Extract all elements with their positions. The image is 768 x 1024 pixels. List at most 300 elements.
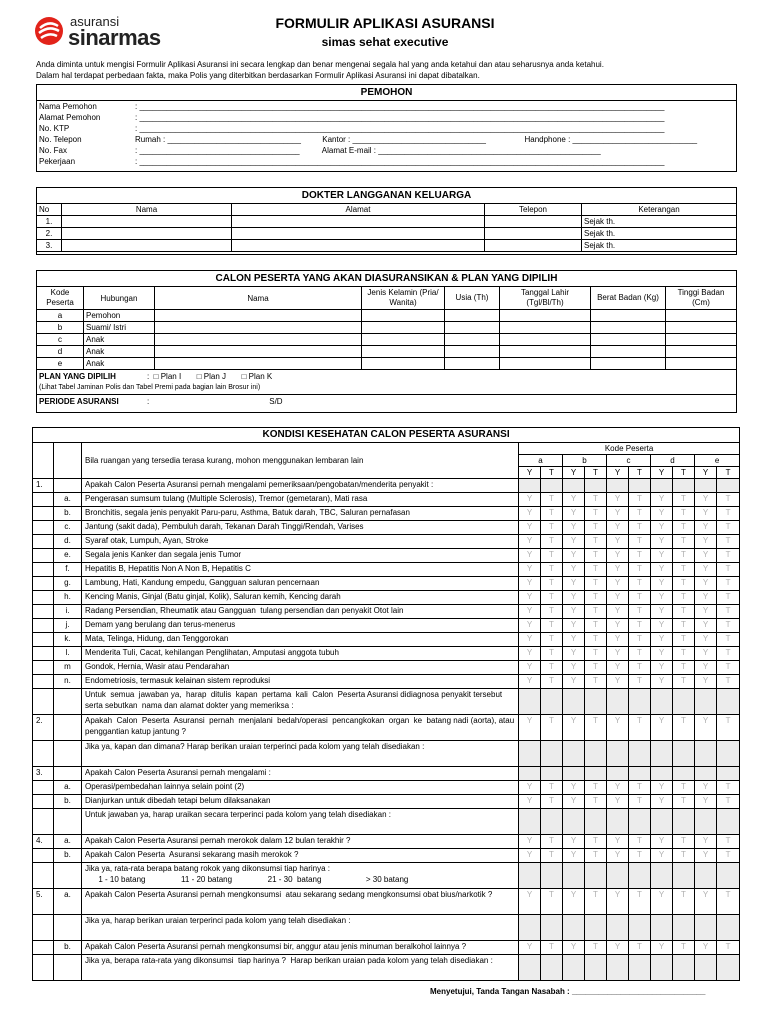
yes-checkbox[interactable]: Y [519, 849, 541, 863]
cell-tinggi[interactable] [666, 334, 737, 346]
yes-checkbox[interactable]: Y [695, 577, 717, 591]
cell-tgl[interactable] [500, 346, 591, 358]
yes-checkbox[interactable]: Y [607, 889, 629, 915]
yes-checkbox[interactable]: Y [607, 549, 629, 563]
no-checkbox[interactable]: T [585, 605, 607, 619]
cell-alamat[interactable] [232, 240, 485, 252]
no-checkbox[interactable]: T [585, 715, 607, 741]
no-checkbox[interactable]: T [585, 493, 607, 507]
no-checkbox[interactable]: T [585, 633, 607, 647]
no-checkbox[interactable]: T [717, 493, 740, 507]
no-checkbox[interactable]: T [717, 661, 740, 675]
yes-checkbox[interactable]: Y [651, 577, 673, 591]
yes-checkbox[interactable]: Y [563, 535, 585, 549]
no-checkbox[interactable]: T [629, 795, 651, 809]
yes-checkbox[interactable]: Y [695, 507, 717, 521]
yes-checkbox[interactable]: Y [519, 781, 541, 795]
yes-checkbox[interactable]: Y [695, 715, 717, 741]
answer-blank [585, 809, 607, 835]
no-checkbox[interactable]: T [585, 889, 607, 915]
yes-checkbox[interactable]: Y [651, 493, 673, 507]
no-checkbox[interactable]: T [541, 781, 563, 795]
yes-checkbox[interactable]: Y [607, 795, 629, 809]
no-checkbox[interactable]: T [585, 835, 607, 849]
yes-checkbox[interactable]: Y [651, 521, 673, 535]
yes-checkbox[interactable]: Y [519, 647, 541, 661]
cell-jk[interactable] [362, 310, 445, 322]
no-checkbox[interactable]: T [585, 647, 607, 661]
no-checkbox[interactable]: T [673, 633, 695, 647]
calon-section [36, 270, 737, 413]
no-checkbox[interactable]: T [541, 605, 563, 619]
yes-checkbox[interactable]: Y [607, 941, 629, 955]
no-checkbox[interactable]: T [585, 661, 607, 675]
no-checkbox[interactable]: T [629, 605, 651, 619]
no-checkbox[interactable]: T [717, 835, 740, 849]
no-checkbox[interactable]: T [585, 781, 607, 795]
answer-blank [629, 863, 651, 889]
answer-blank [717, 767, 740, 781]
no-checkbox[interactable]: T [673, 835, 695, 849]
no-checkbox[interactable]: T [629, 549, 651, 563]
yes-checkbox[interactable]: Y [519, 521, 541, 535]
yes-checkbox[interactable]: Y [519, 633, 541, 647]
yes-checkbox[interactable]: Y [695, 889, 717, 915]
no-checkbox[interactable]: T [629, 619, 651, 633]
yes-checkbox[interactable]: Y [607, 563, 629, 577]
question-text: Apakah Calon Peserta Asuransi pernah mengkonsumsi bir, anggur atau jenis minuman beralkohol lainnya ? [82, 941, 519, 955]
no-checkbox[interactable]: T [717, 619, 740, 633]
no-checkbox[interactable]: T [629, 521, 651, 535]
yes-checkbox[interactable]: Y [563, 715, 585, 741]
yes-checkbox[interactable]: Y [651, 647, 673, 661]
kondisi-section [32, 427, 739, 981]
cell-tgl[interactable] [500, 322, 591, 334]
yes-checkbox[interactable]: Y [563, 549, 585, 563]
yes-checkbox[interactable]: Y [563, 591, 585, 605]
no-checkbox[interactable]: T [717, 535, 740, 549]
no-checkbox[interactable]: T [541, 715, 563, 741]
yes-checkbox[interactable]: Y [695, 941, 717, 955]
no-checkbox[interactable]: T [585, 619, 607, 633]
yes-checkbox[interactable]: Y [651, 849, 673, 863]
yes-checkbox[interactable]: Y [519, 941, 541, 955]
yes-checkbox[interactable]: Y [563, 835, 585, 849]
no-checkbox[interactable]: T [717, 849, 740, 863]
no-checkbox[interactable]: T [673, 661, 695, 675]
cell-tgl[interactable] [500, 310, 591, 322]
no-checkbox[interactable]: T [629, 563, 651, 577]
yes-checkbox[interactable]: Y [651, 941, 673, 955]
yes-checkbox[interactable]: Y [651, 563, 673, 577]
yes-checkbox[interactable]: Y [695, 493, 717, 507]
no-checkbox[interactable]: T [629, 715, 651, 741]
yes-checkbox[interactable]: Y [519, 493, 541, 507]
no-checkbox[interactable]: T [585, 563, 607, 577]
field-fax[interactable]: : ____________________________________ [135, 146, 300, 155]
no-checkbox[interactable]: T [585, 521, 607, 535]
no-checkbox[interactable]: T [717, 549, 740, 563]
yes-checkbox[interactable]: Y [695, 619, 717, 633]
no-checkbox[interactable]: T [717, 591, 740, 605]
cell-tinggi[interactable] [666, 322, 737, 334]
pemohon-row-alamat [37, 112, 736, 123]
yes-checkbox[interactable]: Y [651, 633, 673, 647]
yes-checkbox[interactable]: Y [695, 647, 717, 661]
yes-checkbox[interactable]: Y [695, 675, 717, 689]
answer-blank [563, 809, 585, 835]
no-checkbox[interactable]: T [541, 507, 563, 521]
no-checkbox[interactable]: T [629, 941, 651, 955]
yes-checkbox[interactable]: Y [563, 941, 585, 955]
cell-tgl[interactable] [500, 358, 591, 370]
field-handphone[interactable]: Handphone : ____________________________ [524, 135, 698, 144]
cell-keterangan[interactable]: Sejak th. [582, 240, 737, 252]
row-no: 3. [37, 240, 62, 252]
yes-checkbox[interactable]: Y [519, 563, 541, 577]
no-checkbox[interactable]: T [541, 795, 563, 809]
cell-berat[interactable] [591, 346, 666, 358]
no-checkbox[interactable]: T [585, 795, 607, 809]
cell-berat[interactable] [591, 358, 666, 370]
no-checkbox[interactable]: T [629, 577, 651, 591]
yes-checkbox[interactable]: Y [563, 507, 585, 521]
answer-blank [585, 863, 607, 889]
cell-alamat[interactable] [232, 216, 485, 228]
field-telepon-kantor[interactable]: Kantor : ______________________________ [322, 135, 486, 144]
cell-usia[interactable] [445, 310, 500, 322]
yes-checkbox[interactable]: Y [651, 605, 673, 619]
yes-checkbox[interactable]: Y [695, 535, 717, 549]
yes-checkbox[interactable]: Y [651, 661, 673, 675]
yes-checkbox[interactable]: Y [519, 835, 541, 849]
no-checkbox[interactable]: T [717, 941, 740, 955]
yes-checkbox[interactable]: Y [563, 849, 585, 863]
no-checkbox[interactable]: T [585, 549, 607, 563]
field-telepon-rumah[interactable]: Rumah : ______________________________ [135, 135, 301, 144]
no-checkbox[interactable]: T [717, 715, 740, 741]
yes-checkbox[interactable]: Y [563, 563, 585, 577]
yes-checkbox[interactable]: Y [607, 493, 629, 507]
cell-nama[interactable] [155, 322, 362, 334]
question-text: Bronchitis, segala jenis penyakit Paru-paru, Asthma, Batuk darah, TBC, Saluran pernafasan [82, 507, 519, 521]
yes-checkbox[interactable]: Y [695, 781, 717, 795]
question-row [33, 781, 740, 795]
yes-checkbox[interactable]: Y [651, 675, 673, 689]
cell-jk[interactable] [362, 346, 445, 358]
no-checkbox[interactable]: T [673, 647, 695, 661]
no-checkbox[interactable]: T [629, 889, 651, 915]
cell-berat[interactable] [591, 334, 666, 346]
no-checkbox[interactable]: T [717, 563, 740, 577]
yes-checkbox[interactable]: Y [651, 619, 673, 633]
field-email[interactable]: Alamat E-mail : __________________________________________________ [321, 146, 601, 155]
cell-nama[interactable] [155, 358, 362, 370]
no-checkbox[interactable]: T [673, 781, 695, 795]
plan-options[interactable]: : □ Plan I □ Plan J □ Plan K [147, 372, 273, 381]
no-checkbox[interactable]: T [673, 605, 695, 619]
yes-checkbox[interactable]: Y [651, 795, 673, 809]
cell-alamat[interactable] [232, 228, 485, 240]
yes-checkbox[interactable]: Y [563, 577, 585, 591]
yes-checkbox[interactable]: Y [607, 591, 629, 605]
yes-checkbox[interactable]: Y [607, 507, 629, 521]
no-checkbox[interactable]: T [541, 849, 563, 863]
cell-tgl[interactable] [500, 334, 591, 346]
yes-checkbox[interactable]: Y [607, 661, 629, 675]
yes-checkbox[interactable]: Y [695, 633, 717, 647]
periode-value[interactable]: : S/D [147, 397, 283, 406]
no-checkbox[interactable]: T [673, 507, 695, 521]
field-pekerjaan[interactable]: : ______________________________________________________________________________________________________________________ [135, 157, 665, 166]
question-number [33, 647, 54, 661]
yes-checkbox[interactable]: Y [651, 591, 673, 605]
yes-checkbox[interactable]: Y [607, 647, 629, 661]
no-checkbox[interactable]: T [541, 675, 563, 689]
no-checkbox[interactable]: T [541, 549, 563, 563]
cell-berat[interactable] [591, 310, 666, 322]
cell-berat[interactable] [591, 322, 666, 334]
no-checkbox[interactable]: T [673, 795, 695, 809]
question-sub [54, 915, 82, 941]
answer-blank [629, 479, 651, 493]
yes-checkbox[interactable]: Y [607, 577, 629, 591]
cell-nama[interactable] [62, 240, 232, 252]
yes-checkbox[interactable]: Y [607, 605, 629, 619]
no-checkbox[interactable]: T [673, 549, 695, 563]
no-checkbox[interactable]: T [541, 941, 563, 955]
field-nama[interactable]: : ______________________________________________________________________________________________________________________ [135, 102, 665, 111]
yes-checkbox[interactable]: Y [563, 889, 585, 915]
question-row [33, 741, 740, 767]
question-sub: n. [54, 675, 82, 689]
cell-jk[interactable] [362, 322, 445, 334]
no-checkbox[interactable]: T [541, 633, 563, 647]
yes-checkbox[interactable]: Y [695, 563, 717, 577]
no-checkbox[interactable]: T [717, 633, 740, 647]
no-checkbox[interactable]: T [541, 535, 563, 549]
no-checkbox[interactable]: T [673, 493, 695, 507]
yes-checkbox[interactable]: Y [563, 633, 585, 647]
no-checkbox[interactable]: T [673, 577, 695, 591]
question-number [33, 809, 54, 835]
yes-checkbox[interactable]: Y [519, 795, 541, 809]
calon-header-row [37, 287, 737, 310]
yes-checkbox[interactable]: Y [695, 849, 717, 863]
dokter-header-row [37, 204, 737, 216]
yes-checkbox[interactable]: Y [563, 619, 585, 633]
no-checkbox[interactable]: T [629, 661, 651, 675]
cell-nama[interactable] [62, 228, 232, 240]
yes-checkbox[interactable]: Y [651, 835, 673, 849]
yes-checkbox[interactable]: Y [519, 675, 541, 689]
no-checkbox[interactable]: T [541, 889, 563, 915]
yes-checkbox[interactable]: Y [563, 661, 585, 675]
no-checkbox[interactable]: T [717, 605, 740, 619]
no-checkbox[interactable]: T [629, 849, 651, 863]
no-checkbox[interactable]: T [541, 577, 563, 591]
yes-checkbox[interactable]: Y [607, 633, 629, 647]
yes-checkbox[interactable]: Y [563, 605, 585, 619]
yes-checkbox[interactable]: Y [607, 715, 629, 741]
no-checkbox[interactable]: T [541, 493, 563, 507]
yes-checkbox[interactable]: Y [519, 549, 541, 563]
answer-blank [695, 863, 717, 889]
no-checkbox[interactable]: T [629, 535, 651, 549]
yes-checkbox[interactable]: Y [695, 549, 717, 563]
yes-checkbox[interactable]: Y [695, 835, 717, 849]
yes-checkbox[interactable]: Y [651, 889, 673, 915]
no-checkbox[interactable]: T [629, 835, 651, 849]
answer-blank [651, 915, 673, 941]
yes-checkbox[interactable]: Y [519, 889, 541, 915]
yes-checkbox[interactable]: Y [695, 605, 717, 619]
no-checkbox[interactable]: T [717, 781, 740, 795]
no-checkbox[interactable]: T [541, 591, 563, 605]
yes-checkbox[interactable]: Y [651, 535, 673, 549]
question-row [33, 521, 740, 535]
cell-usia[interactable] [445, 346, 500, 358]
yes-checkbox[interactable]: Y [519, 535, 541, 549]
no-checkbox[interactable]: T [541, 619, 563, 633]
pemohon-title: PEMOHON [37, 85, 736, 101]
yes-checkbox[interactable]: Y [607, 781, 629, 795]
yes-checkbox[interactable]: Y [563, 781, 585, 795]
cell-keterangan[interactable]: Sejak th. [582, 228, 737, 240]
cell-usia[interactable] [445, 334, 500, 346]
no-checkbox[interactable]: T [629, 675, 651, 689]
answer-blank [519, 767, 541, 781]
yes-checkbox[interactable]: Y [519, 577, 541, 591]
yes-checkbox[interactable]: Y [563, 493, 585, 507]
no-checkbox[interactable]: T [585, 675, 607, 689]
logo-mark-icon [34, 16, 64, 46]
no-checkbox[interactable]: T [717, 577, 740, 591]
no-checkbox[interactable]: T [585, 507, 607, 521]
question-row [33, 577, 740, 591]
question-row [33, 689, 740, 715]
question-number [33, 521, 54, 535]
no-checkbox[interactable]: T [585, 591, 607, 605]
no-checkbox[interactable]: T [673, 591, 695, 605]
no-checkbox[interactable]: T [717, 889, 740, 915]
yes-checkbox[interactable]: Y [607, 835, 629, 849]
yes-checkbox[interactable]: Y [519, 661, 541, 675]
no-checkbox[interactable]: T [717, 521, 740, 535]
no-checkbox[interactable]: T [541, 661, 563, 675]
yes-checkbox[interactable]: Y [695, 521, 717, 535]
cell-telepon[interactable] [485, 216, 582, 228]
yes-checkbox[interactable]: Y [651, 781, 673, 795]
yes-checkbox[interactable]: Y [651, 507, 673, 521]
cell-usia[interactable] [445, 322, 500, 334]
question-sub: a. [54, 781, 82, 795]
no-checkbox[interactable]: T [673, 675, 695, 689]
no-checkbox[interactable]: T [717, 675, 740, 689]
yes-checkbox[interactable]: Y [651, 549, 673, 563]
answer-blank [695, 689, 717, 715]
no-checkbox[interactable]: T [673, 849, 695, 863]
no-checkbox[interactable]: T [585, 577, 607, 591]
yes-checkbox[interactable]: Y [563, 521, 585, 535]
yes-checkbox[interactable]: Y [519, 507, 541, 521]
no-checkbox[interactable]: T [585, 941, 607, 955]
yes-checkbox[interactable]: Y [607, 619, 629, 633]
yes-checkbox[interactable]: Y [607, 849, 629, 863]
cell-tinggi[interactable] [666, 310, 737, 322]
cell-usia[interactable] [445, 358, 500, 370]
no-checkbox[interactable]: T [541, 521, 563, 535]
yes-checkbox[interactable]: Y [695, 591, 717, 605]
yes-checkbox[interactable]: Y [695, 795, 717, 809]
question-sub [54, 479, 82, 493]
cell-telepon[interactable] [485, 240, 582, 252]
no-checkbox[interactable]: T [673, 563, 695, 577]
yes-checkbox[interactable]: Y [651, 715, 673, 741]
field-ktp[interactable]: : ______________________________________________________________________________________________________________________ [135, 124, 665, 133]
no-checkbox[interactable]: T [717, 795, 740, 809]
yes-checkbox[interactable]: Y [607, 535, 629, 549]
no-checkbox[interactable]: T [629, 507, 651, 521]
signature-line[interactable]: Menyetujui, Tanda Tangan Nasabah : ______________________________ [430, 987, 706, 996]
field-alamat[interactable]: : ______________________________________________________________________________________________________________________ [135, 113, 665, 122]
question-sub: f. [54, 563, 82, 577]
no-checkbox[interactable]: T [717, 507, 740, 521]
no-checkbox[interactable]: T [673, 521, 695, 535]
cell-nama[interactable] [155, 334, 362, 346]
no-checkbox[interactable]: T [673, 715, 695, 741]
cell-tinggi[interactable] [666, 358, 737, 370]
cell-tinggi[interactable] [666, 346, 737, 358]
cell-jk[interactable] [362, 334, 445, 346]
no-checkbox[interactable]: T [673, 619, 695, 633]
answer-blank [651, 767, 673, 781]
yes-checkbox[interactable]: Y [519, 619, 541, 633]
yes-checkbox[interactable]: Y [563, 675, 585, 689]
no-checkbox[interactable]: T [673, 889, 695, 915]
yes-checkbox[interactable]: Y [695, 661, 717, 675]
no-checkbox[interactable]: T [629, 633, 651, 647]
cell-jk[interactable] [362, 358, 445, 370]
no-checkbox[interactable]: T [585, 849, 607, 863]
cell-nama[interactable] [155, 310, 362, 322]
no-checkbox[interactable]: T [673, 535, 695, 549]
cell-nama[interactable] [62, 216, 232, 228]
yes-checkbox[interactable]: Y [519, 715, 541, 741]
yes-checkbox[interactable]: Y [519, 591, 541, 605]
no-checkbox[interactable]: T [629, 591, 651, 605]
cell-nama[interactable] [155, 346, 362, 358]
kondisi-title-row [33, 428, 740, 443]
no-checkbox[interactable]: T [717, 647, 740, 661]
no-checkbox[interactable]: T [541, 835, 563, 849]
cell-telepon[interactable] [485, 228, 582, 240]
no-checkbox[interactable]: T [629, 493, 651, 507]
yes-checkbox[interactable]: Y [563, 795, 585, 809]
question-text: Demam yang berulang dan terus-menerus [82, 619, 519, 633]
yes-checkbox[interactable]: Y [607, 675, 629, 689]
no-checkbox[interactable]: T [541, 647, 563, 661]
cell-keterangan[interactable]: Sejak th. [582, 216, 737, 228]
no-checkbox[interactable]: T [541, 563, 563, 577]
yes-checkbox[interactable]: Y [607, 521, 629, 535]
no-checkbox[interactable]: T [629, 781, 651, 795]
no-checkbox[interactable]: T [585, 535, 607, 549]
yes-checkbox[interactable]: Y [519, 605, 541, 619]
yes-checkbox[interactable]: Y [563, 647, 585, 661]
no-checkbox[interactable]: T [629, 647, 651, 661]
no-checkbox[interactable]: T [673, 941, 695, 955]
